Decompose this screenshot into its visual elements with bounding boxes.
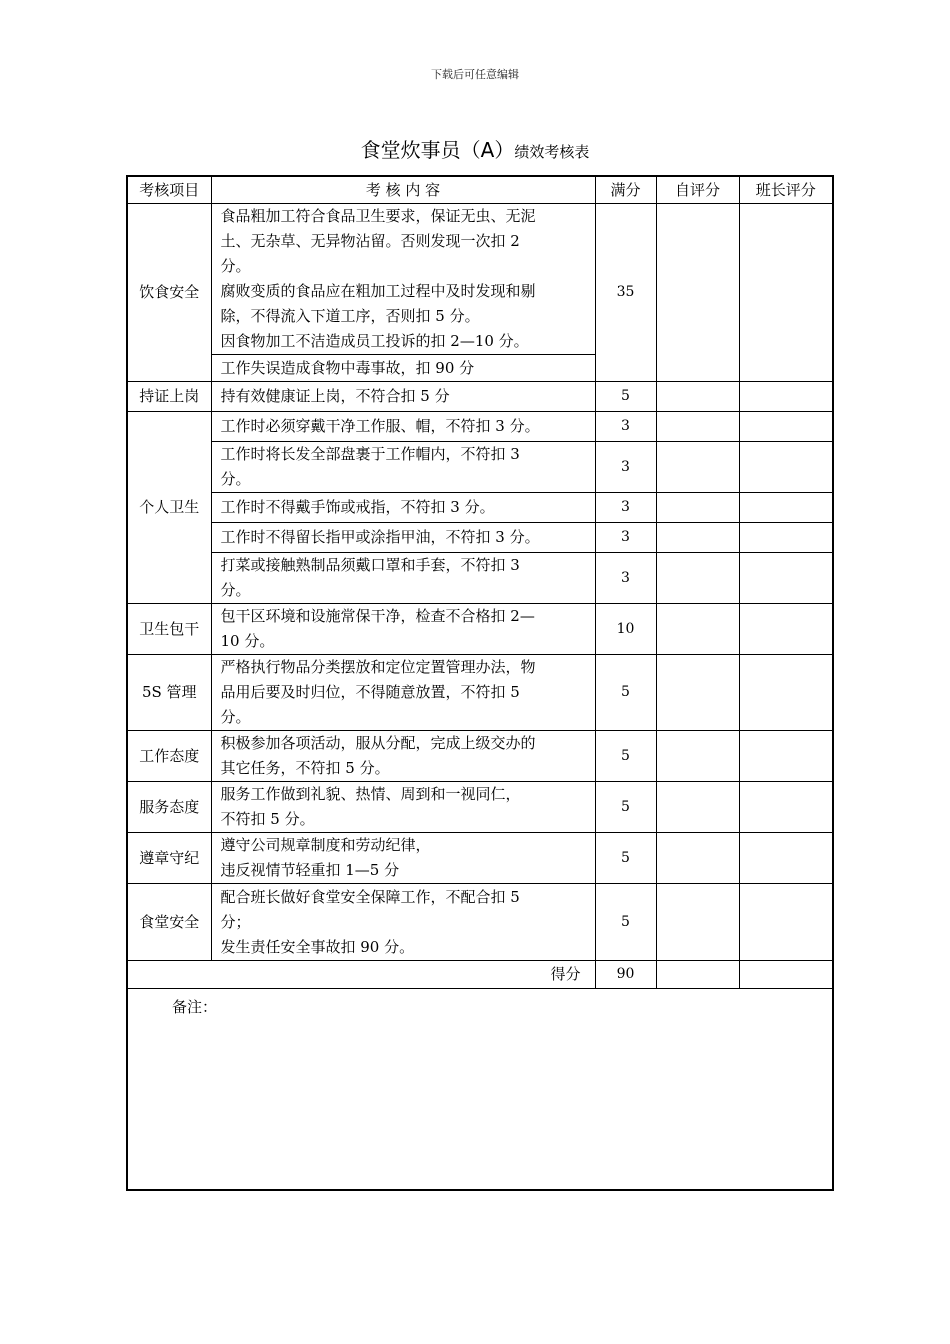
leader-score-cell[interactable] (739, 833, 833, 884)
self-score-cell[interactable] (656, 204, 739, 382)
header-item: 考核项目 (127, 176, 211, 204)
content-line: 严格执行物品分类摆放和定位定置管理办法，物 (220, 658, 536, 676)
content-line: 遵守公司规章制度和劳动纪律， (220, 836, 431, 854)
content-line: 包干区环境和设施常保干净，检查不合格扣 2— (220, 607, 535, 625)
score-hygiene-4: 3 (595, 523, 656, 553)
score-discipline: 5 (595, 833, 656, 884)
leader-score-cell[interactable] (739, 442, 833, 493)
table-row (127, 204, 833, 355)
leader-score-cell[interactable] (739, 412, 833, 442)
self-score-cell[interactable] (656, 523, 739, 553)
self-score-cell[interactable] (656, 553, 739, 604)
content-discipline (211, 833, 595, 884)
assessment-table (126, 175, 834, 1191)
table-row (127, 442, 833, 493)
content-line: 分。 (220, 257, 251, 275)
content-canteen-safety (211, 884, 595, 961)
content-line: 分。 (220, 581, 251, 599)
self-score-cell[interactable] (656, 604, 739, 655)
self-score-cell[interactable] (656, 442, 739, 493)
leader-score-cell[interactable] (739, 553, 833, 604)
category-certificate: 持证上岗 (127, 382, 211, 412)
category-area-cleaning: 卫生包干 (127, 604, 211, 655)
title-main: 食堂炊事员（A） (360, 138, 515, 162)
score-food-safety: 35 (595, 204, 656, 382)
self-score-cell[interactable] (656, 731, 739, 782)
table-row (127, 553, 833, 604)
header-leader-score: 班长评分 (739, 176, 833, 204)
content-line: 食品粗加工符合食品卫生要求，保证无虫、无泥 (220, 207, 536, 225)
table-row (127, 884, 833, 961)
leader-score-cell[interactable] (739, 782, 833, 833)
total-full-score: 90 (595, 961, 656, 989)
table-row (127, 493, 833, 523)
score-hygiene-1: 3 (595, 412, 656, 442)
category-discipline: 遵章守纪 (127, 833, 211, 884)
leader-score-cell[interactable] (739, 655, 833, 731)
content-hygiene-3 (211, 493, 595, 523)
table-row (127, 523, 833, 553)
content-hygiene-5 (211, 553, 595, 604)
score-hygiene-3: 3 (595, 493, 656, 523)
leader-score-cell[interactable] (739, 204, 833, 382)
content-line: 分。 (220, 470, 251, 488)
category-five-s: 5S 管理 (127, 655, 211, 731)
self-score-cell[interactable] (656, 655, 739, 731)
content-line: 发生责任安全事故扣 90 分。 (220, 937, 415, 956)
leader-score-cell[interactable] (739, 731, 833, 782)
content-line: 10 分。 (220, 632, 275, 650)
score-canteen-safety: 5 (595, 884, 656, 961)
total-label: 得分 (127, 961, 595, 989)
content-certificate: 持有效健康证上岗，不符合扣 5 分 (211, 382, 595, 412)
score-service-attitude: 5 (595, 782, 656, 833)
content-work-attitude (211, 731, 595, 782)
category-work-attitude: 工作态度 (127, 731, 211, 782)
score-work-attitude: 5 (595, 731, 656, 782)
table-row (127, 655, 833, 731)
category-hygiene: 个人卫生 (127, 412, 211, 604)
content-line: 除，不得流入下道工序，否则扣 5 分。 (220, 307, 480, 325)
header-self-score: 自评分 (656, 176, 739, 204)
table-row (127, 604, 833, 655)
score-hygiene-5: 3 (595, 553, 656, 604)
leader-score-cell[interactable] (739, 493, 833, 523)
content-line: 工作时必须穿戴干净工作服、帽，不符扣 3 分。 (220, 417, 540, 435)
header-note: 下载后可任意编辑 (431, 68, 519, 81)
header-content: 考 核 内 容 (211, 176, 595, 204)
header-full-score: 满分 (595, 176, 656, 204)
self-score-cell[interactable] (656, 782, 739, 833)
leader-score-cell[interactable] (739, 604, 833, 655)
content-hygiene-1 (211, 412, 595, 442)
category-canteen-safety: 食堂安全 (127, 884, 211, 961)
content-line: 工作时不得戴手饰或戒指，不符扣 3 分。 (220, 498, 495, 516)
leader-score-cell[interactable] (739, 884, 833, 961)
table-row (127, 731, 833, 782)
content-line: 土、无杂草、无异物沾留。否则发现一次扣 2 (220, 232, 520, 250)
leader-score-cell[interactable] (739, 382, 833, 412)
self-score-cell[interactable] (656, 833, 739, 884)
content-service-attitude (211, 782, 595, 833)
content-line: 分； (220, 912, 251, 931)
self-score-cell[interactable] (656, 412, 739, 442)
content-line: 不符扣 5 分。 (220, 810, 315, 828)
table-row (127, 833, 833, 884)
table-row (127, 382, 833, 412)
self-score-cell[interactable] (656, 493, 739, 523)
self-score-cell[interactable] (656, 884, 739, 961)
content-line: 品用后要及时归位，不得随意放置，不符扣 5 (220, 683, 520, 701)
content-food-safety-b: 工作失误造成食物中毒事故，扣 90 分 (211, 355, 595, 382)
table-row (127, 412, 833, 442)
content-line: 积极参加各项活动，服从分配，完成上级交办的 (220, 734, 536, 752)
notes-row (127, 989, 833, 1191)
self-score-cell[interactable] (656, 382, 739, 412)
content-line: 因食物加工不洁造成员工投诉的扣 2—10 分。 (220, 332, 529, 350)
notes-label: 备注： (172, 998, 218, 1016)
table-header-row (127, 176, 833, 204)
content-line: 腐败变质的食品应在粗加工过程中及时发现和剔 (220, 282, 536, 300)
score-area-cleaning: 10 (595, 604, 656, 655)
content-food-safety-a (211, 204, 595, 355)
page-title (0, 134, 950, 163)
total-self-score-cell[interactable] (656, 961, 739, 989)
leader-score-cell[interactable] (739, 523, 833, 553)
score-hygiene-2: 3 (595, 442, 656, 493)
notes-cell[interactable] (127, 989, 833, 1191)
content-hygiene-4 (211, 523, 595, 553)
title-sub: 绩效考核表 (514, 143, 590, 161)
content-line: 打菜或接触熟制品须戴口罩和手套，不符扣 3 (220, 556, 520, 574)
content-line: 分。 (220, 708, 251, 726)
score-certificate: 5 (595, 382, 656, 412)
score-five-s: 5 (595, 655, 656, 731)
category-food-safety: 饮食安全 (127, 204, 211, 382)
content-line: 其它任务，不符扣 5 分。 (220, 759, 390, 777)
total-leader-score-cell[interactable] (739, 961, 833, 989)
content-hygiene-2 (211, 442, 595, 493)
category-service-attitude: 服务态度 (127, 782, 211, 833)
content-line: 服务工作做到礼貌、热情、周到和一视同仁， (220, 785, 521, 803)
content-line: 工作时将长发全部盘裹于工作帽内，不符扣 3 (220, 445, 520, 463)
content-area-cleaning (211, 604, 595, 655)
content-line: 违反视情节轻重扣 1—5 分 (220, 861, 400, 879)
content-five-s (211, 655, 595, 731)
content-line: 工作时不得留长指甲或涂指甲油，不符扣 3 分。 (220, 528, 540, 546)
content-line: 配合班长做好食堂安全保障工作，不配合扣 5 (220, 887, 520, 906)
table-row (127, 782, 833, 833)
total-row (127, 961, 833, 989)
